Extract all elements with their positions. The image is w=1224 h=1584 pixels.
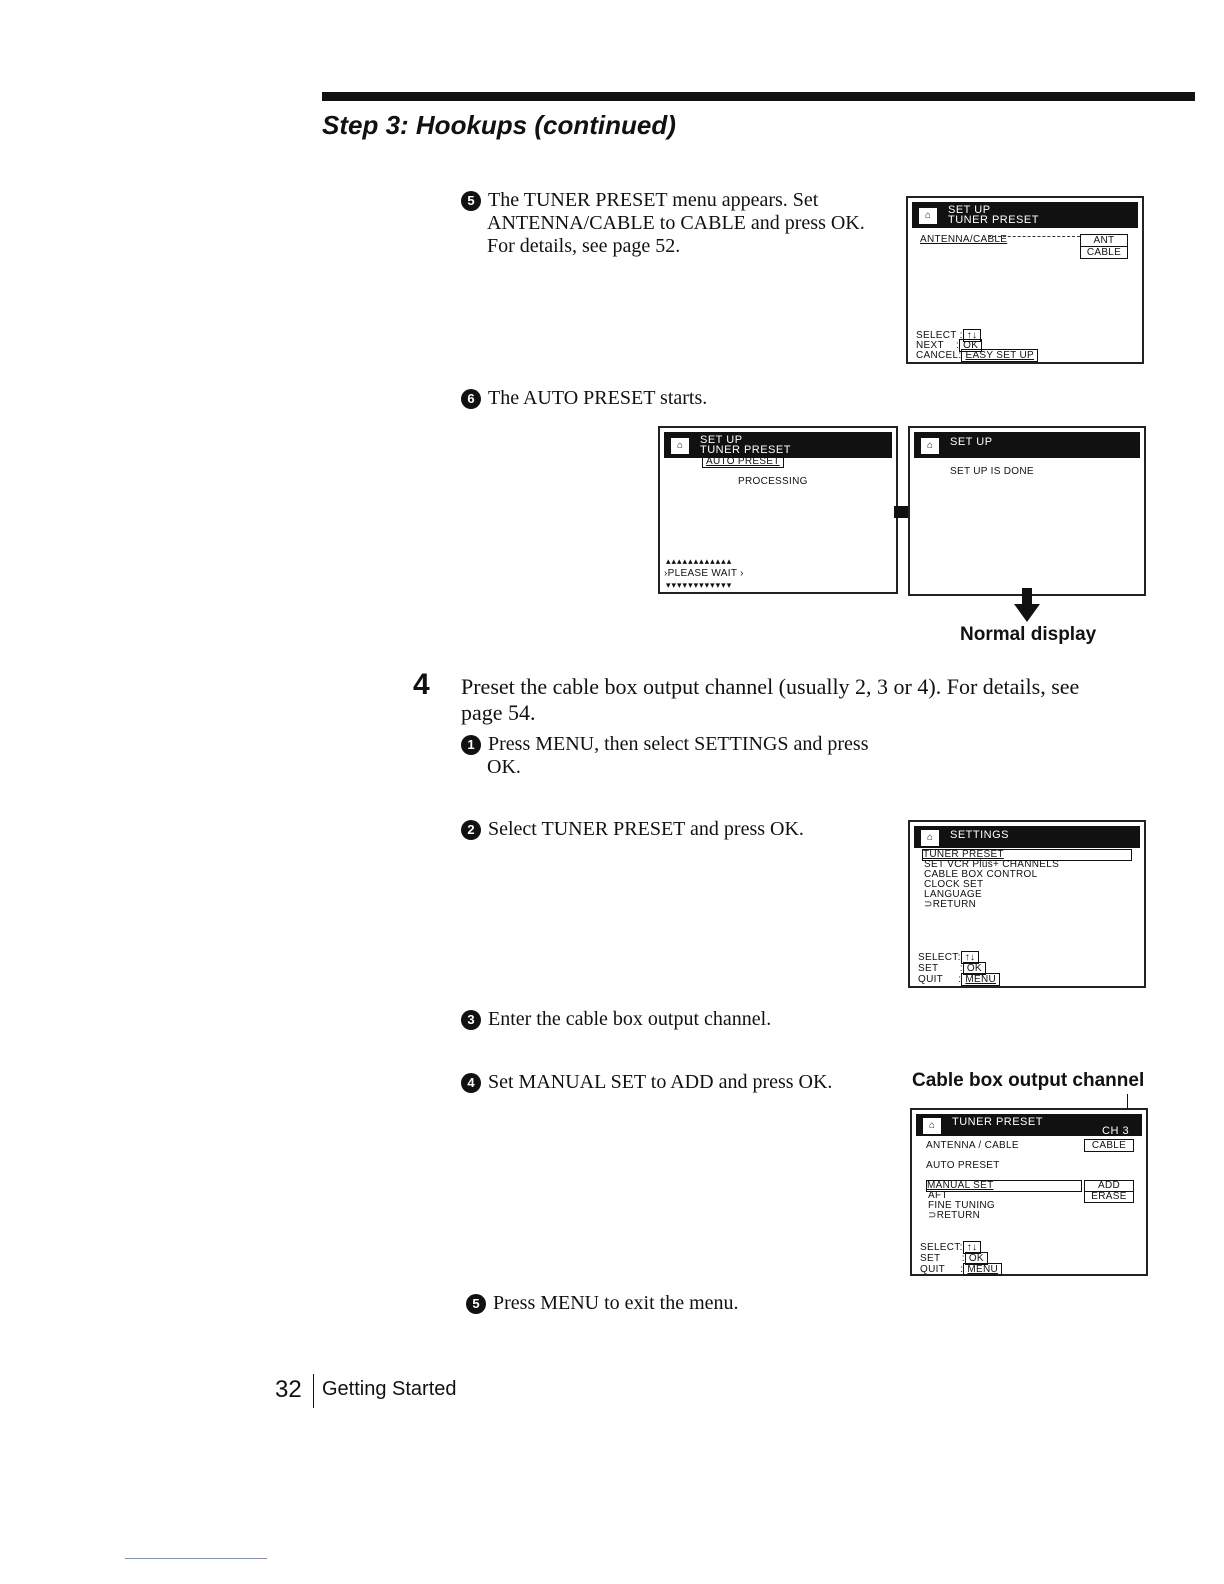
substep-3-instruction: [461, 1008, 771, 1031]
footer-key: QUIT: [918, 974, 943, 985]
antenna-cable-label: ANTENNA/CABLE: [920, 234, 1008, 245]
menu-row-label: AUTO PRESET: [926, 1160, 1000, 1171]
step-text-line: Enter the cable box output channel.: [488, 1008, 772, 1030]
step-text-line: For details, see page 52.: [487, 235, 681, 257]
step-text-line: Preset the cable box output channel (usually 2, 3 or 4). For details, see: [461, 674, 1080, 699]
option-cable: CABLE: [1080, 246, 1128, 259]
menu-item: AFT: [928, 1190, 948, 1201]
footer-key: QUIT: [920, 1264, 945, 1275]
menu-title: SETTINGS: [950, 829, 1010, 841]
menu-title: SET UP: [700, 434, 743, 446]
substep-4-instruction: [461, 1071, 832, 1094]
down-arrow-icon: [1013, 588, 1041, 624]
footer-key-hint: OK: [965, 1252, 988, 1265]
tuner-menu-icon: ⌂: [922, 1117, 942, 1135]
setup-menu-icon: ⌂: [918, 207, 938, 225]
section-name: Getting Started: [322, 1378, 457, 1400]
return-label: RETURN: [936, 1210, 981, 1221]
menu-item: CLOCK SET: [924, 879, 984, 890]
page-heading: Step 3: Hookups (continued): [322, 110, 676, 140]
step-number-badge: 5: [466, 1294, 486, 1314]
step-text-line: Press MENU, then select SETTINGS and press: [488, 733, 869, 755]
wait-border-bottom: ▾▾▾▾▾▾▾▾▾▾▾▾: [666, 580, 733, 590]
substep-1-instruction: [461, 733, 869, 779]
menu-item-return: [928, 1211, 980, 1221]
channel-indicator: CH 3: [1102, 1125, 1130, 1137]
step-text-line: Select TUNER PRESET and press OK.: [488, 818, 804, 840]
menu-item-highlighted: TUNER PRESET: [922, 849, 1132, 861]
return-icon: ⊃: [928, 1210, 937, 1221]
step-text-line: page 54.: [461, 700, 536, 725]
bottom-decorative-line: [125, 1558, 267, 1559]
major-step-number: 4: [413, 668, 430, 701]
menu-title-bar: [912, 202, 1138, 228]
footer-key-hint: ↑↓: [963, 329, 982, 342]
step-6-instruction: [461, 387, 707, 410]
footer-key: NEXT: [916, 340, 944, 351]
step-number-badge: 3: [461, 1010, 481, 1030]
substep-2-instruction: [461, 818, 804, 841]
step-number-badge: 1: [461, 735, 481, 755]
dotted-leader: [988, 236, 1080, 237]
tv-screen-auto-preset: [658, 426, 898, 594]
menu-title-bar: [914, 826, 1140, 848]
option-add: ADD: [1084, 1180, 1134, 1192]
footer-key: SELECT: [916, 330, 957, 341]
please-wait-label: PLEASE WAIT: [667, 568, 738, 579]
menu-title-bar: [914, 432, 1140, 458]
footer-key: CANCEL: [916, 350, 959, 361]
menu-title-bar: [916, 1114, 1142, 1136]
substep-5-instruction: [466, 1292, 739, 1315]
footer-key: SELECT: [918, 952, 958, 963]
setup-menu-icon: ⌂: [920, 437, 940, 455]
step-text-line: Set MANUAL SET to ADD and press OK.: [488, 1071, 833, 1093]
top-rule: [322, 92, 1195, 101]
tv-screen-tuner-preset: ⌂ SET UP TUNER PRESET ANTENNA/CABLE ANT CABLE SELECT : ↑↓ NEXT : OK CANCEL: EASY SET UP: [906, 196, 1144, 364]
menu-title: SET UP: [950, 436, 993, 448]
menu-item: LANGUAGE: [924, 889, 982, 900]
footer-key-hint: ↑↓: [961, 951, 980, 964]
step-text-line: OK.: [487, 756, 521, 778]
footer-key-hint: MENU: [963, 1263, 1002, 1276]
menu-item: SET VCR Plus+ CHANNELS: [924, 859, 1060, 870]
footer-key-hint: OK: [959, 339, 982, 352]
footer-key-hint: ↑↓: [963, 1241, 982, 1254]
menu-item: CABLE BOX CONTROL: [924, 869, 1038, 880]
step-number-badge: 5: [461, 191, 481, 211]
page-number: 32: [275, 1376, 302, 1403]
footer-key: SET: [920, 1253, 941, 1264]
menu-subtitle: TUNER PRESET: [700, 444, 791, 456]
footer-key: SET: [918, 963, 939, 974]
return-icon: ⊃: [924, 899, 933, 910]
step-text-line: Press MENU to exit the menu.: [493, 1292, 739, 1314]
cable-box-output-channel-label: Cable box output channel: [912, 1070, 1145, 1091]
return-label: RETURN: [932, 899, 977, 910]
menu-row-label: ANTENNA / CABLE: [926, 1140, 1019, 1151]
step-number-badge: 6: [461, 389, 481, 409]
manual-set-highlighted: MANUAL SET: [926, 1180, 1082, 1192]
footer-key: SELECT: [920, 1242, 960, 1253]
step-text-line: The AUTO PRESET starts.: [488, 387, 708, 409]
processing-status: PROCESSING: [738, 476, 808, 487]
wait-border-top: ▴▴▴▴▴▴▴▴▴▴▴▴: [666, 556, 733, 566]
setup-done-message: SET UP IS DONE: [950, 466, 1034, 477]
settings-menu-icon: ⌂: [920, 829, 940, 847]
footer-divider: [313, 1374, 314, 1408]
option-ant: ANT: [1080, 234, 1128, 247]
footer-key-hint: EASY SET UP: [961, 349, 1038, 362]
auto-preset-title: AUTO PRESET: [702, 455, 784, 468]
footer-key-hint: OK: [963, 962, 986, 975]
menu-subtitle: TUNER PRESET: [948, 214, 1039, 226]
menu-row-value: CABLE: [1084, 1139, 1134, 1152]
step-5-instruction: [461, 189, 865, 258]
menu-title: TUNER PRESET: [952, 1116, 1043, 1128]
tv-screen-settings: ⌂ SETTINGS TUNER PRESET SET VCR Plus+ CHANNELS CABLE BOX CONTROL CLOCK SET LANGUAGE ⊃RETURN SELECT: ↑↓ SET : OK QUIT : MENU: [908, 820, 1146, 988]
normal-display-label: Normal display: [960, 624, 1097, 645]
step-number-badge: 2: [461, 820, 481, 840]
step-number-badge: 4: [461, 1073, 481, 1093]
menu-item-return: [924, 900, 976, 910]
step-4-description: [461, 674, 1079, 726]
tv-screen-setup-done: [908, 426, 1146, 596]
menu-title: SET UP: [948, 204, 991, 216]
footer-key-hint: MENU: [961, 973, 1000, 986]
step-text-line: ANTENNA/CABLE to CABLE and press OK.: [487, 212, 865, 234]
option-erase: ERASE: [1084, 1191, 1134, 1203]
please-wait-text: ›PLEASE WAIT ›: [664, 568, 744, 579]
step-text-line: The TUNER PRESET menu appears. Set: [488, 189, 819, 211]
tv-screen-manual-set: ⌂ TUNER PRESET CH 3 ANTENNA / CABLE CABLE AUTO PRESET MANUAL SET ADD ERASE AFT FINE TUNING ⊃RETURN SELECT: ↑↓ SET : OK QUIT : MENU: [910, 1108, 1148, 1276]
setup-menu-icon: ⌂: [670, 437, 690, 455]
menu-item: FINE TUNING: [928, 1200, 996, 1211]
